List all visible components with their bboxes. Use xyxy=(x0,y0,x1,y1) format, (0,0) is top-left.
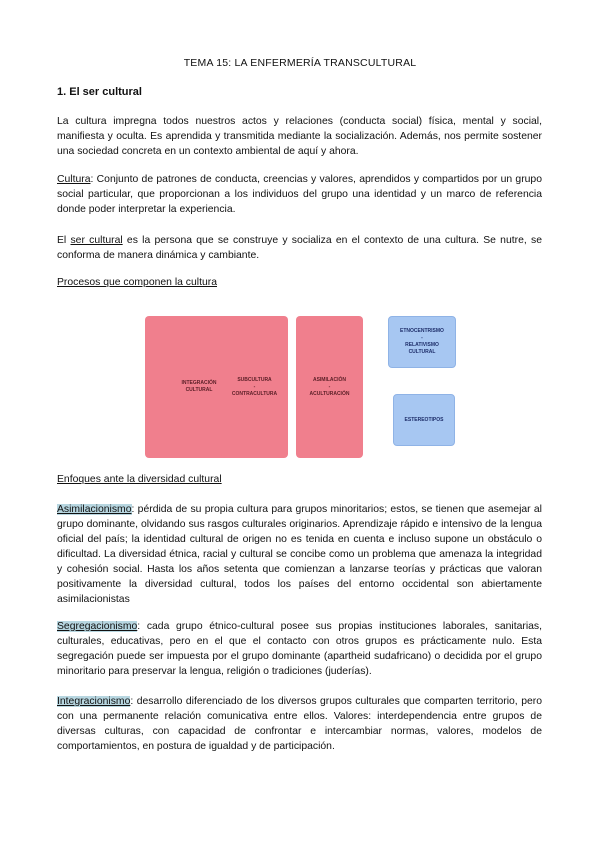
procesos-label: Procesos que componen la cultura xyxy=(57,277,217,288)
box-label: ESTEREOTIPOS xyxy=(404,416,444,423)
integracionismo-term: Integracionismo xyxy=(57,696,131,707)
enfoques-label: Enfoques ante la diversidad cultural xyxy=(57,474,222,485)
box-label: ASIMILACIÓN xyxy=(312,376,347,383)
box-label: CONTRACULTURA xyxy=(231,390,278,397)
box-label: CULTURAL xyxy=(408,349,436,355)
section-heading: 1. El ser cultural xyxy=(57,86,142,98)
etnocentrismo-box xyxy=(388,316,456,368)
cultura-definition: : Conjunto de patrones de conducta, creencias y valores, aprendidos y compartidos por un grupo social particular, que proporcionan a los individuos del grupo una identidad y un marco de referencia donde poder interpretar la experiencia. xyxy=(57,174,542,215)
box-label: SUBCULTURA xyxy=(237,376,272,383)
box-label: - xyxy=(328,383,331,390)
estereotipos-box xyxy=(393,394,455,446)
segregacionismo-term: Segregacionismo xyxy=(57,621,138,632)
subcultura-box xyxy=(221,316,288,458)
asimilacionismo-term: Asimilacionismo xyxy=(57,504,132,515)
cultura-paragraph xyxy=(57,172,542,217)
asimilacion-box xyxy=(296,316,363,458)
intro-paragraph: La cultura impregna todos nuestros actos y relaciones (conducta social) física, mental y social, manifiesta y oculta. Es aprendida y transmitida mediante la socialización. Además, nos permite sostener una sociedad concreta en un contexto ambiental de aquí y ahora. xyxy=(57,116,542,157)
ser-cultural-definition: es la persona que se construye y socializa en el contexto de una cultura. Se nutre, se conforma de manera dinámica y cambiante. xyxy=(57,235,542,261)
box-label: INTEGRACIÓN xyxy=(181,380,217,386)
integracionismo-definition: : desarrollo diferenciado de los diversos grupos culturales que comparten territorio, pero con una permanente relación comunicativa entre ellos. Valores: interdependencia entre grupos de diversas culturas, con capacidad de confrontar e intercambiar normas, valores, modelos de comportamientos, en postura de igualdad y de participación. xyxy=(57,696,542,752)
segregacionismo-definition: : cada grupo étnico-cultural posee sus propias instituciones laborales, sanitarias, culturales, educativas, pero en el que el contacto con otros grupos es prácticamente nulo. Esta segregación puede ser impuesta por el grupo dominante (apartheid sudafricano) o decidida por el grupo minoritario para preservar la lengua, religión o tradiciones (juderías). xyxy=(57,621,542,677)
document-title: TEMA 15: LA ENFERMERÍA TRANSCULTURAL xyxy=(183,57,417,69)
asimilacionismo-paragraph xyxy=(57,502,542,607)
segregacionismo-paragraph xyxy=(57,619,542,679)
cultura-term: Cultura xyxy=(57,174,91,185)
asimilacionismo-definition: : pérdida de su propia cultura para grupos minoritarios; estos, se tienen que asemejar al grupo dominante, olvidando sus rasgos culturales originarios. Aprendizaje rápido e intensivo de la lengua oficial del país; la identidad cultural de origen no es tenida en cuenta e incluso supone un obstáculo o dificultad. La diversidad étnica, racial y cultural se concibe como un problema que amenaza la integridad y cohesión social. Hasta los años setenta que comienzan a lanzarse teorías y prácticas que valoran positivamente la diversidad cultural, todos los países del entorno occidental son abiertamente asimilacionistas xyxy=(57,504,542,605)
box-label: RELATIVISMO xyxy=(405,342,439,348)
box-label: ACULTURACIÓN xyxy=(309,390,350,397)
box-label: - xyxy=(421,335,423,341)
ser-prefix: El xyxy=(57,235,71,246)
box-label: ETNOCENTRISMO xyxy=(400,328,444,334)
integracionismo-paragraph xyxy=(57,694,542,754)
ser-cultural-paragraph xyxy=(57,233,542,263)
box-label: - xyxy=(253,383,256,390)
ser-cultural-term: ser cultural xyxy=(70,235,123,246)
box-label: CULTURAL xyxy=(185,387,213,393)
